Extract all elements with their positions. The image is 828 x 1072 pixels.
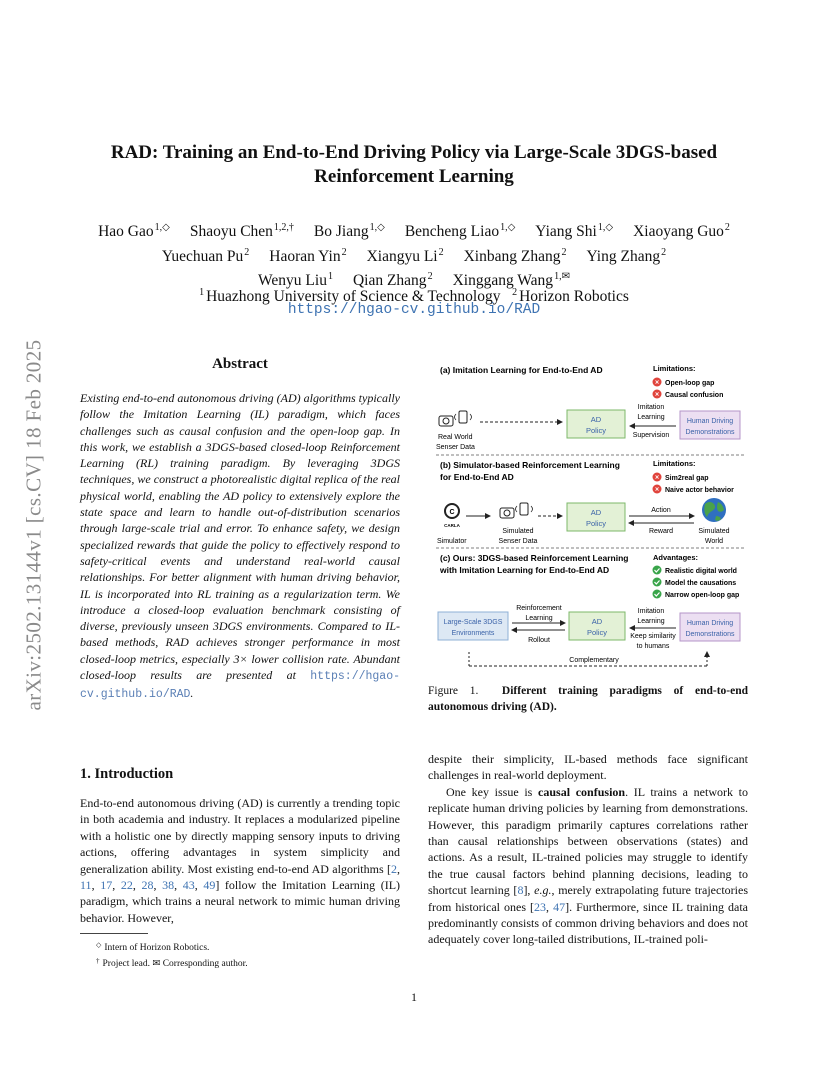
author-name: Yuechuan Pu [161, 247, 244, 265]
author-list [80, 218, 748, 292]
citation-link[interactable]: 43 [182, 878, 195, 893]
author-sup: 1 [327, 271, 333, 282]
author [269, 243, 346, 268]
simulated-sensor-label: Senser Data [498, 538, 538, 545]
author-sup: 2 [724, 222, 730, 233]
imitation-learning-label: Learning [637, 618, 665, 625]
author [98, 218, 170, 243]
intro-text-2: ] follow the Imitation Learning (IL) paradigm, which trains a neural network to mimic human driving behavior. However, [80, 878, 401, 925]
advantage-3: Narrow open-loop gap [665, 592, 740, 599]
author-name: Xinggang Wang [452, 272, 554, 289]
x-mark-glyph: × [654, 486, 660, 494]
author-sup: 2 [341, 246, 347, 258]
paragraph: One key issue is causal confusion. IL trains a network to replicate human driving policies by learning from demonstrations. However, this paradigm primarily captures correlations rather than causal relationships between observations (states) and actions. As a result, IL-trained policies may struggle to identify the true causal factors behind planning decisions, leading to shortcut learning [8], e.g., merely extrapolating future trajectories from historical ones [23, 47]. Furthermore, since IL training data predominantly consists of common driving behaviors and does not adequately cover long-tailed distributions, IL-trained poli- [428, 784, 749, 947]
footnote-text: Intern of Horizon Robotics. [104, 943, 210, 953]
panel-c-advantages-label: Advantages: [653, 553, 699, 562]
advantage-2: Model the causations [665, 580, 737, 587]
author-sup: 2 [561, 246, 567, 258]
author-name: Xiaoyang Guo [633, 223, 724, 240]
author-sup: 1,◇ [597, 222, 614, 233]
caption-text: Different training paradigms of end-to-end autonomous driving (AD). [428, 685, 748, 713]
real-world-label: Real World [438, 434, 473, 441]
keep-similarity-label: Keep similarity [630, 633, 676, 640]
x-mark-glyph: × [654, 474, 660, 482]
x-mark-glyph: × [654, 379, 660, 387]
author-sup: 2 [427, 271, 433, 282]
citation-link[interactable]: 49 [203, 878, 216, 893]
envelope-icon: ✉ [152, 959, 161, 969]
reward-label: Reward [648, 528, 674, 535]
carla-logo-glyph: C [449, 509, 455, 516]
author [535, 218, 613, 243]
citation-link[interactable]: 47 [553, 899, 566, 914]
citation-link[interactable]: 11 [80, 878, 92, 893]
ad-policy-label: Policy [585, 426, 607, 435]
text-run: , merely extrapolating future trajectories from historical ones [ [428, 883, 748, 914]
simulated-sensor-label: Simulated [502, 528, 534, 535]
globe-icon [702, 498, 726, 522]
footnote-mark: ◇ [96, 941, 102, 949]
panel-b-title: (b) Simulator-based Reinforcement Learning [440, 460, 620, 470]
panel-c-title: with Imitation Learning for End-to-End AD [440, 565, 610, 575]
camera-icon [439, 416, 453, 426]
human-demo-label: Demonstrations [685, 631, 735, 638]
lidar-icon [455, 411, 472, 423]
ad-policy-label: AD [590, 508, 602, 517]
check-icon [653, 590, 662, 599]
limitation-sim2real: Sim2real gap [665, 475, 709, 482]
author-name: Ying Zhang [586, 247, 661, 265]
supervision-label: Supervision [632, 432, 670, 439]
author-sup: 1,◇ [369, 222, 385, 233]
author-name: Bencheng Liao [404, 223, 500, 240]
citation-link[interactable]: 23 [534, 899, 547, 914]
panel-a-title: (a) Imitation Learning for End-to-End AD [440, 365, 603, 375]
text-run-bold: causal confusion [538, 784, 626, 799]
rollout-label: Rollout [528, 637, 550, 644]
text-run: . IL trains a network to replicate human driving policies by learning from demonstrations. However, this paradigm primarily captures correlations rather than causal relationships between observations (states) and actions. As a result, IL-trained policies may struggle to identify the true causal factors behind planning decisions, leading to shortcut learning [ [428, 784, 748, 898]
author-sup: 1,2,† [273, 222, 294, 233]
limitation-causal: Causal confusion [665, 392, 724, 399]
footnote-1 [96, 939, 248, 955]
citation-link[interactable]: 22 [120, 878, 133, 893]
caption-label: Figure 1. [428, 685, 479, 697]
carla-logo-icon [444, 504, 460, 528]
ad-policy-label: AD [590, 415, 602, 424]
abstract-link[interactable]: https://hgao-cv.github.io/RAD [80, 670, 400, 702]
intro-text-1: End-to-end autonomous driving (AD) is currently a trending topic in both academia and industry. It replaces a modularized pipeline with a holistic one by directly mapping sensory inputs to driving actions, offering advantages in system simplicity and generalization ability. Most existing end-to-end AD algorithms [ [80, 796, 400, 876]
citation-link[interactable]: 28 [141, 878, 154, 893]
panel-c-title: (c) Ours: 3DGS-based Reinforcement Learning [440, 553, 629, 563]
author [586, 243, 666, 268]
abstract-body [80, 390, 400, 704]
author-sup: 2 [438, 246, 444, 258]
simulator-label: Simulator [437, 538, 467, 545]
check-icon [653, 578, 662, 587]
intro-citations: 2, 11, 17, 22, 28, 38, 43, 49 [80, 861, 400, 893]
limitation-open-loop: Open-loop gap [665, 380, 715, 387]
author-name: Xinbang Zhang [463, 247, 561, 265]
footnote-text: Project lead. [102, 959, 150, 969]
footnote-mark: † [96, 957, 100, 965]
introduction-body [80, 795, 400, 926]
panel-a-limitations-label: Limitations: [653, 364, 696, 373]
author-sup: 1,◇ [154, 222, 170, 233]
author-name: Hao Gao [98, 223, 154, 240]
author [190, 218, 294, 243]
ad-policy-label: AD [591, 617, 603, 626]
author-name: Bo Jiang [313, 223, 369, 240]
figure-caption [428, 683, 748, 715]
abstract-heading: Abstract [212, 356, 268, 372]
carla-logo-text: CARLA [444, 523, 460, 528]
complementary-label: Complementary [569, 657, 619, 664]
citation-link[interactable]: 38 [162, 878, 175, 893]
author-name: Haoran Yin [269, 247, 341, 265]
rl-label: Learning [525, 615, 553, 622]
author-name: Yiang Shi [535, 223, 597, 240]
text-run-italic: e.g. [534, 883, 552, 898]
right-column-body [428, 751, 748, 948]
author-name: Wenyu Liu [258, 272, 327, 289]
author-sup: 2 [244, 246, 250, 258]
author [405, 218, 515, 243]
author [633, 218, 730, 243]
citation-link[interactable]: 8 [517, 883, 524, 898]
paper-title: RAD: Training an End-to-End Driving Policy via Large-Scale 3DGS-based Reinforcement Learning [110, 142, 718, 187]
author-name: Shaoyu Chen [189, 223, 273, 240]
ad-policy-label: Policy [585, 519, 607, 528]
human-demo-label: Demonstrations [685, 429, 735, 436]
author-sup: 1,✉ [554, 271, 570, 282]
text-run: One key issue is [446, 784, 533, 799]
ad-policy-label: Policy [586, 628, 608, 637]
citation-link[interactable]: 2 [391, 861, 397, 876]
simulated-world-label: World [704, 538, 724, 545]
affiliation-1: Huazhong University of Science & Technology [206, 288, 501, 305]
imitation-learning-label: Learning [637, 414, 665, 421]
author [464, 243, 567, 268]
text-run: ]. Furthermore, since IL training data predominantly consists of common driving behaviors and does not adequately cover long-tailed distributions, IL-trained poli- [428, 899, 749, 947]
figure-1-diagram [424, 356, 756, 676]
advantage-1: Realistic digital world [665, 568, 737, 575]
author [314, 218, 385, 243]
affil-sup-2: 2 [512, 287, 518, 298]
limitation-naive-actor: Naive actor behavior [665, 487, 734, 494]
page-number: 1 [411, 990, 417, 1004]
check-icon [653, 566, 662, 575]
simulated-world-label: Simulated [698, 528, 730, 535]
rl-label: Reinforcement [516, 605, 562, 612]
text-run: ], [523, 883, 531, 898]
action-label: Action [651, 507, 671, 514]
human-demo-label: Human Driving [686, 620, 734, 627]
author-name: Qian Zhang [352, 272, 427, 289]
author-sup: 2 [661, 246, 667, 258]
paragraph: despite their simplicity, IL-based methods face significant challenges in real-world deployment. [428, 752, 748, 783]
author-sup: 1,◇ [500, 222, 516, 233]
citation-link[interactable]: 17 [100, 878, 113, 893]
author-name: Xiangyu Li [366, 247, 438, 265]
footnotes [96, 939, 248, 971]
env-label: Environments [451, 630, 495, 637]
env-label: Large-Scale 3DGS [443, 619, 503, 626]
arxiv-stamp-text: arXiv:2502.13144v1 [cs.CV] 18 Feb 2025 [21, 339, 46, 711]
arxiv-stamp [14, 290, 54, 760]
author [162, 243, 249, 268]
footnote-text: Corresponding author. [162, 959, 248, 969]
panel-b-limitations-label: Limitations: [653, 459, 696, 468]
human-demo-label: Human Driving [686, 418, 734, 425]
project-url[interactable]: https://hgao-cv.github.io/RAD [287, 302, 541, 318]
figure-1 [424, 356, 756, 676]
affil-sup-1: 1 [199, 287, 205, 298]
imitation-learning-label: Imitation [637, 404, 665, 411]
author [367, 243, 444, 268]
affiliation-2: Horizon Robotics [519, 288, 629, 305]
imitation-learning-label: Imitation [637, 608, 665, 615]
abstract-end: . [190, 686, 194, 701]
sensor-data-label: Senser Data [436, 444, 475, 451]
panel-b-title: for End-to-End AD [440, 472, 514, 482]
abstract-text: Existing end-to-end autonomous driving (AD) algorithms typically follow the Imitation Learning (IL) paradigm, which faces challenges such as causal confusion and the open-loop gap. In this work, we establish a 3DGS-based closed-loop Reinforcement Learning (RL) training paradigm. By leveraging 3DGS techniques, we construct a photorealistic digital replica of the real physical world, enabling the AD policy to extensively explore the state space and learn to handle out-of-distribution scenarios through large-scale trial and error. To enhance safety, we design specialized rewards that guide the policy to effectively respond to safety-critical events and understand real-world causal relationships. For better alignment with human driving behavior, IL is incorporated into RL training as a regularization term. We introduce a closed-loop evaluation benchmark consisting of diverse, previously unseen 3DGS environments. Compared to IL-based methods, RAD achieves stronger performance in most closed-loop metrics, especially 3× lower collision rate. Abundant closed-loop results are presented at [80, 391, 400, 683]
x-mark-glyph: × [654, 391, 660, 399]
section-heading-introduction: 1. Introduction [80, 766, 174, 782]
lidar-icon [516, 503, 533, 515]
camera-icon [500, 508, 514, 518]
footnote-rule [80, 933, 148, 934]
footnote-2 [96, 955, 248, 971]
keep-similarity-label: to humans [636, 643, 670, 650]
